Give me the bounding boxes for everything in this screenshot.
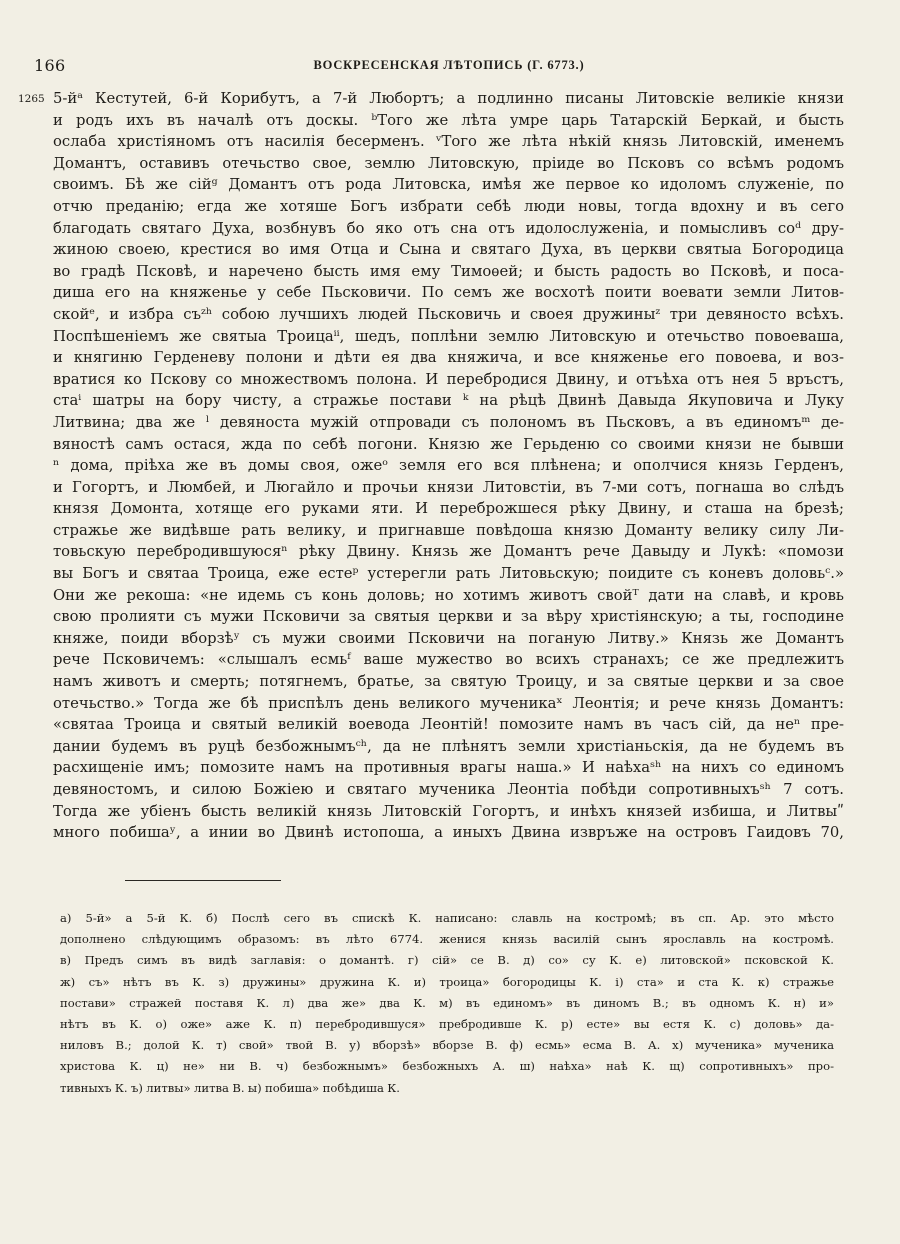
page-header bbox=[34, 56, 864, 78]
footnote-line: нѣтъ въ К. о) оже» аже К. п) перебродившуся» пребродивше К. р) есте» вы естя К. с) доловь» да- bbox=[60, 1016, 834, 1031]
text-line: Они же рекоша: «не идемь съ конь доловь; но хотимъ животъ свойᵀ дати на славѣ, и кровь bbox=[53, 586, 844, 604]
text-line: жиною своею, крестися во имя Отца и Сына и святаго Духа, въ церкви святыа Богородица bbox=[53, 241, 844, 259]
text-line: отечьство.» Тогда же бѣ приспѣлъ день великого мученикаˣ Леонтія; и рече князь Домантъ: bbox=[53, 694, 844, 712]
footnote-line: а) 5-й» а 5-й К. б) Послѣ сего въ спискѣ К. написано: славль на костромѣ; въ сп. Ар. это мѣсто bbox=[60, 911, 834, 925]
text-line: своимъ. Бѣ же сійᵍ Домантъ отъ рода Литовска, имѣя же первое ко идоломъ служеніе, по bbox=[53, 176, 844, 194]
text-line: вы Богъ и святаа Троица, еже естеᵖ устерегли рать Литовьскую; поидите съ коневъ доловьᶜ.» bbox=[53, 565, 844, 583]
text-line: стражье же видѣвше рать велику, и пригнавше повѣдоша князю Доманту велику силу Ли- bbox=[53, 521, 844, 539]
text-line: и родъ ихъ въ началѣ отъ доскы. ᵇТого же лѣта умре царь Татарскій Беркай, и бысть bbox=[53, 111, 844, 129]
text-line: девяностомъ, и силою Божіею и святаго мученика Леонтіа побѣди сопротивныхъˢʰ 7 сотъ. bbox=[53, 781, 844, 798]
text-line: отчю преданію; егда же хотяше Богъ избрати себѣ люди новы, тогда вдохну и въ сего bbox=[53, 197, 844, 215]
text-line: стаⁱ шатры на бору чисту, а стражье постави ᵏ на рѣцѣ Двинѣ Давыда Якуповича и Луку bbox=[53, 392, 844, 410]
text-line: Домантъ, оставивъ отечьство свое, землю Литовскую, пріиде во Псковъ со всѣмъ родомъ bbox=[53, 154, 844, 172]
footnote-line: в) Предъ симъ въ видѣ заглавія: о домантѣ. г) сій» се В. д) со» су К. е) литовской» псковской К. bbox=[60, 953, 834, 968]
text-line: и Гогортъ, и Люмбей, и Люгайло и прочьи князи Литовстіи, въ 7-ми сотъ, погнаша во слѣдъ bbox=[53, 478, 844, 496]
footnotes-block bbox=[60, 908, 834, 1099]
text-line: благодать святаго Духа, возбнувъ бо яко отъ сна отъ идолослуженіа, и помысливъ соᵈ дру- bbox=[53, 219, 844, 237]
footnote-line: ниловъ В.; долой К. т) свой» твой В. у) вборзѣ» вборзе В. ф) есмь» есма В. А. х) мученика» мученика bbox=[60, 1038, 834, 1053]
footnote-separator bbox=[125, 880, 281, 881]
text-line: рече Псковичемъ: «слышалъ есмьᶠ ваше мужество во всихъ странахъ; се же предлежитъ bbox=[53, 651, 844, 669]
running-title: ВОСКРЕСЕНСКАЯ ЛѢТОПИСЬ (Г. 6773.) bbox=[313, 58, 585, 72]
year-marker: 1265 bbox=[18, 93, 45, 105]
text-line: Литвина; два же ˡ девяноста мужій отпровади съ полономъ въ Пьсковъ, а въ единомъᵐ де- bbox=[53, 413, 844, 431]
text-line: дании будемъ въ руцѣ безбожнымъᶜʰ, да не плѣнятъ земли христіаньскія, да не будемъ въ bbox=[53, 737, 844, 755]
chronicle-body-text bbox=[53, 88, 844, 844]
text-line: намъ животъ и смерть; потягнемъ, братье, за святую Троицу, и за святые церкви и за свое bbox=[53, 673, 844, 691]
text-line: князя Домонта, хотяще его руками яти. И переброжшеся рѣку Двину, и сташа на брезѣ; bbox=[53, 500, 844, 518]
text-line: княже, поиди вборзѣʸ съ мужи своими Псковичи на поганую Литву.» Князь же Домантъ bbox=[53, 629, 844, 647]
text-line: «святаа Троица и святый великій воевода Леонтій! помозите намъ въ часъ сій, да неⁿ пре- bbox=[53, 716, 844, 734]
text-line: Тогда же убіенъ бысть великій князь Литовскій Гогортъ, и инѣхъ князей избиша, и Литвыʺ bbox=[53, 802, 844, 820]
text-line: вратися ко Пскову со множествомъ полона. И перебродися Двину, и отъѣха отъ нея 5 връстъ, bbox=[53, 370, 844, 388]
text-line: товьскую перебродившуюсяⁿ рѣку Двину. Князь же Домантъ рече Давыду и Лукѣ: «помози bbox=[53, 543, 844, 561]
text-line: Поспѣшеніемъ же святыа Троицаⁱⁱ, шедъ, поплѣни землю Литовскую и отечьство повоеваша, bbox=[53, 327, 844, 345]
text-line: скойᵉ, и избра съᶻʰ собою лучшихъ людей Пьсковичь и своея дружиныᶻ три девяносто всѣхъ. bbox=[53, 305, 844, 323]
text-line: 5-йᵃ Кестутей, 6-й Корибутъ, а 7-й Любортъ; а подлинно писаны Литовскіе великіе князи bbox=[53, 90, 844, 107]
text-line: во градѣ Псковѣ, и наречено бысть имя ему Тимоѳей; и бысть радость во Псковѣ, и поса- bbox=[53, 262, 844, 280]
text-line: расхищеніе имъ; помозите намъ на противныя врагы наша.» И наѣхаˢʰ на нихъ со единомъ bbox=[53, 759, 844, 777]
text-line: диша его на княженье у себе Пьсковичи. По семъ же восхотѣ поити воевати земли Литов- bbox=[53, 284, 844, 302]
footnote-line: постави» стражей поставя К. л) два же» два К. м) въ единомъ» въ диномъ В.; въ одномъ К. н) и» bbox=[60, 995, 834, 1010]
footnote-line: христова К. ц) не» ни В. ч) безбожнымъ» безбожныхъ А. ш) наѣха» наѣ К. щ) сопротивныхъ» про- bbox=[60, 1059, 834, 1074]
text-line: ⁿ дома, пріѣха же въ домы своя, ожеᵒ земля его вся плѣнена; и ополчися князь Герденъ, bbox=[53, 457, 844, 475]
text-line: много побишаʸ, а инии во Двинѣ истопоша, а иныхъ Двина извръже на островъ Гаидовъ 70, bbox=[53, 824, 844, 842]
text-line: свою пролияти съ мужи Псковичи за святыя церкви и за вѣру христіянскую; а ты, господине bbox=[53, 608, 844, 626]
footnote-line: тивныхъ К. ъ) литвы» литва В. ы) побиша» побѣдиша К. bbox=[60, 1080, 400, 1095]
text-line: ослаба христіяномъ отъ насилія бесерменъ. ᵛТого же лѣта нѣкій князь Литовскій, именемъ bbox=[53, 133, 844, 151]
footnote-line: дополнено слѣдующимъ образомъ: въ лѣто 6774. женися князь василій сынъ ярославль на костромѣ. bbox=[60, 932, 834, 947]
text-line: и княгиню Герденеву полони и дѣти ея два княжича, и все княженье его повоева, и воз- bbox=[53, 349, 844, 367]
footnote-line: ж) съ» нѣтъ въ К. з) дружины» дружина К. и) троица» богородицы К. і) ста» и ста К. к) стражье bbox=[60, 974, 834, 989]
text-line: вяностѣ самъ остася, жда по себѣ погони. Князю же Герьденю со своими князи не бывши bbox=[53, 435, 844, 453]
page-number: 166 bbox=[34, 56, 66, 75]
